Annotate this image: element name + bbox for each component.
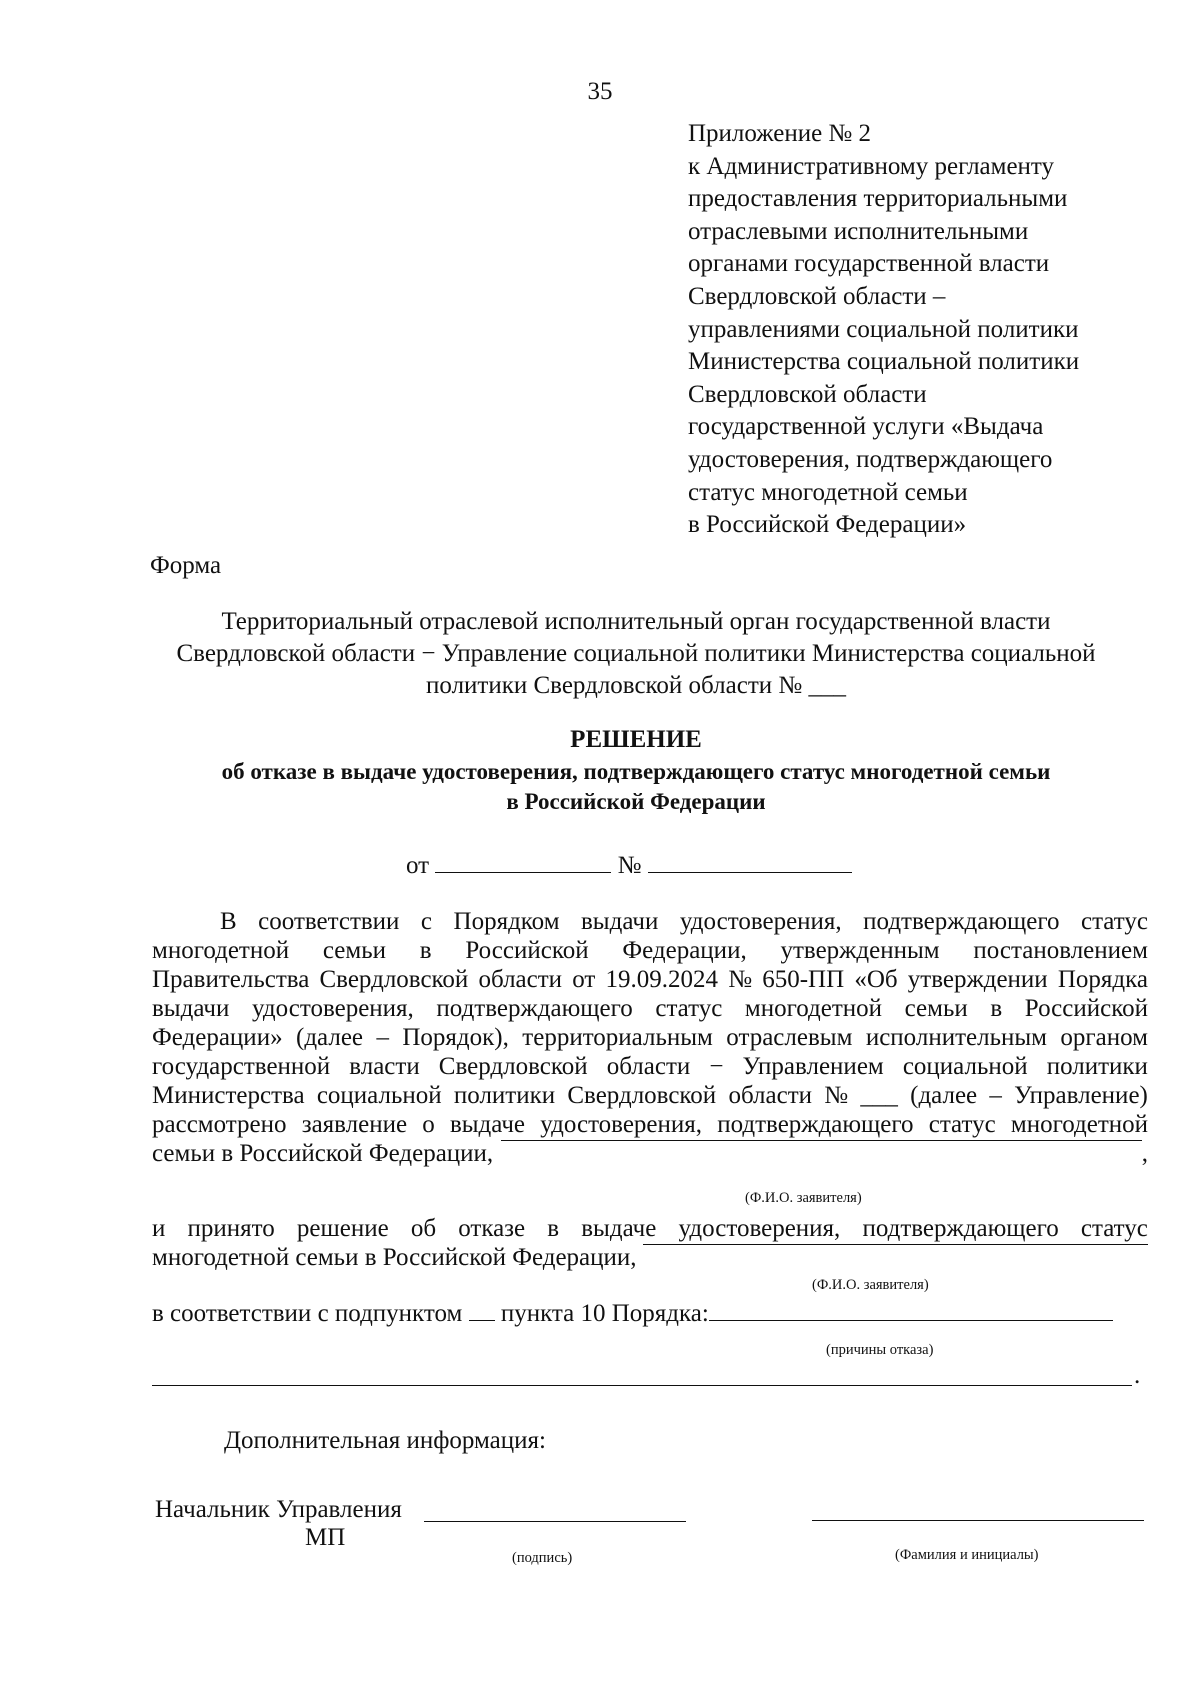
reason-suffix: пункта 10 Порядка:	[500, 1300, 709, 1327]
word: подтверждающего	[436, 995, 633, 1022]
appendix-line: государственной услуги «Выдача	[688, 413, 1044, 441]
word: Правительства	[152, 966, 310, 993]
paragraph-line	[152, 1023, 1148, 1052]
word: выдаче	[449, 1111, 526, 1138]
signature-field[interactable]	[424, 1521, 686, 1522]
caption-reason: (причины отказа)	[826, 1342, 934, 1358]
chief-label: Начальник Управления	[155, 1496, 402, 1523]
word: Свердловской	[567, 1082, 717, 1109]
reason-end-dot: .	[1134, 1362, 1141, 1389]
reason-prefix: в соответствии с подпунктом	[152, 1300, 463, 1327]
word: заявление	[301, 1111, 408, 1138]
word: №	[728, 966, 753, 993]
appendix-line: в Российской Федерации»	[688, 511, 967, 539]
word: области	[478, 966, 563, 993]
paragraph-line	[152, 907, 1148, 936]
appendix-line: Свердловской области	[688, 380, 927, 408]
word: соответствии	[258, 908, 400, 935]
word: территориальным	[522, 1024, 713, 1051]
word: многодетной	[152, 937, 290, 964]
word: 19.09.2024	[605, 966, 719, 993]
word: «Об	[854, 966, 898, 993]
word: многодетной	[1010, 1111, 1148, 1138]
word: семьи	[904, 995, 968, 1022]
decision-line-1	[152, 1214, 1148, 1243]
applicant-name-field-1[interactable]	[501, 1139, 1142, 1141]
word: утверждении	[907, 966, 1048, 993]
subpoint-field[interactable]	[469, 1319, 495, 1321]
word: −	[709, 1053, 724, 1080]
appendix-line: Приложение № 2	[688, 120, 872, 147]
appendix-line: управлениями социальной политики	[688, 315, 1079, 343]
word: Свердловской	[438, 1053, 588, 1080]
org-line: Территориальный отраслевой исполнительный орган государственной власти	[221, 608, 1051, 635]
word: от	[572, 966, 596, 993]
word: в	[547, 1215, 560, 1242]
word: области	[728, 1082, 813, 1109]
word: Управлением	[742, 1053, 884, 1080]
word: статус	[655, 995, 723, 1022]
word: области	[606, 1053, 691, 1080]
number-field[interactable]	[648, 871, 852, 873]
word: выдачи	[152, 995, 230, 1022]
subtitle-line-2: в Российской Федерации	[506, 789, 766, 814]
word: принято	[187, 1215, 275, 1242]
word: –	[989, 1082, 1002, 1109]
word: Свердловской	[319, 966, 469, 993]
word: Порядок),	[402, 1024, 509, 1051]
appendix-line: к Административному регламенту	[688, 152, 1055, 180]
org-line: Свердловской области − Управление социальной политики Министерства социальной	[176, 640, 1096, 667]
paragraph-line	[152, 1052, 1148, 1081]
word: власти	[349, 1053, 420, 1080]
form-label: Форма	[150, 552, 222, 579]
subtitle-line-1: об отказе в выдаче удостоверения, подтверждающего статус многодетной семьи	[221, 759, 1051, 784]
word: и	[152, 1215, 166, 1242]
caption-applicant-2: (Ф.И.О. заявителя)	[812, 1277, 929, 1293]
from-label: от	[406, 852, 430, 879]
org-line: политики Свердловской области № ___	[426, 672, 846, 699]
word: органом	[1060, 1024, 1148, 1051]
word: постановлением	[973, 937, 1148, 964]
appendix-line: удостоверения, подтверждающего	[688, 445, 1053, 473]
paragraph-last-line-text: семьи в Российской Федерации,	[152, 1140, 494, 1167]
name-initials-field[interactable]	[812, 1520, 1144, 1521]
word: с	[420, 908, 433, 935]
word: многодетной	[744, 995, 883, 1022]
word: в	[990, 995, 1003, 1022]
appendix-line: органами государственной власти	[688, 250, 1050, 278]
word: 650-ПП	[762, 966, 845, 993]
paragraph-line	[152, 965, 1148, 994]
paragraph-line	[152, 994, 1148, 1023]
main-paragraph	[152, 907, 1148, 1168]
word: удостоверения,	[679, 908, 842, 935]
word: Управление)	[1014, 1082, 1148, 1109]
seal-label: МП	[305, 1524, 346, 1551]
word: об	[410, 1215, 437, 1242]
word: удостоверения,	[251, 995, 414, 1022]
document-subtitle	[140, 757, 1132, 817]
word: удостоверения,	[540, 1111, 703, 1138]
word: выдаче	[581, 1215, 657, 1242]
word: отказе	[458, 1215, 526, 1242]
word: статус	[1080, 1215, 1148, 1242]
word: Российской	[1024, 995, 1148, 1022]
decision-line-2	[152, 1243, 1148, 1272]
word: Российской	[465, 937, 589, 964]
word: статус	[1080, 908, 1148, 935]
page-number: 35	[587, 78, 613, 105]
organization-header	[140, 606, 1132, 702]
word: в	[419, 937, 432, 964]
caption-signature: (подпись)	[512, 1550, 573, 1566]
word: подтверждающего	[863, 908, 1060, 935]
word: Порядком	[453, 908, 560, 935]
paragraph-line	[152, 936, 1148, 965]
appendix-line: Министерства социальной политики	[688, 348, 1080, 376]
date-number-line	[406, 852, 852, 880]
additional-info-label: Дополнительная информация:	[224, 1427, 546, 1454]
reason-line	[152, 1300, 1113, 1328]
word: №	[824, 1082, 849, 1109]
word: подтверждающего	[862, 1215, 1059, 1242]
word: политики	[453, 1082, 556, 1109]
word: Федерации,	[622, 937, 747, 964]
word: статус	[928, 1111, 996, 1138]
caption-applicant-1: (Ф.И.О. заявителя)	[745, 1190, 862, 1206]
word: удостоверения,	[678, 1215, 841, 1242]
word: государственной	[152, 1053, 331, 1080]
word: социальной	[316, 1082, 442, 1109]
word: Министерства	[152, 1082, 305, 1109]
caption-name: (Фамилия и инициалы)	[895, 1547, 1039, 1563]
word: (далее	[296, 1024, 364, 1051]
word: утвержденным	[780, 937, 940, 964]
word: семьи	[322, 937, 386, 964]
word: исполнительным	[865, 1024, 1047, 1051]
word: выдачи	[581, 908, 659, 935]
word: Федерации»	[152, 1024, 283, 1051]
document-title: РЕШЕНИЕ	[570, 726, 702, 753]
word: В	[220, 908, 237, 935]
word: (далее	[910, 1082, 978, 1109]
word: о	[422, 1111, 435, 1138]
decision-paragraph	[152, 1214, 1148, 1272]
word: ___	[860, 1082, 898, 1109]
applicant-name-field-2[interactable]	[643, 1243, 1148, 1245]
number-label: №	[617, 852, 642, 879]
appendix-line: Свердловской области –	[688, 282, 946, 310]
word: решение	[296, 1215, 389, 1242]
reason-continuation-field[interactable]	[152, 1385, 1132, 1386]
paragraph-last-line	[152, 1139, 1148, 1168]
word: Порядка	[1057, 966, 1148, 993]
word: –	[376, 1024, 389, 1051]
paragraph-line	[152, 1110, 1148, 1139]
word: социальной	[902, 1053, 1028, 1080]
appendix-line: статус многодетной семьи	[688, 478, 968, 506]
paragraph-line	[152, 1081, 1148, 1110]
word: подтверждающего	[717, 1111, 914, 1138]
word: рассмотрено	[152, 1111, 287, 1138]
reason-field[interactable]	[709, 1319, 1113, 1321]
paragraph-end-comma: ,	[1141, 1140, 1148, 1167]
word: политики	[1046, 1053, 1148, 1080]
date-field[interactable]	[435, 871, 611, 873]
decision-line-2-text: многодетной семьи в Российской Федерации,	[152, 1244, 637, 1271]
appendix-line: предоставления территориальными	[688, 185, 1068, 213]
appendix-block	[688, 118, 1168, 542]
appendix-line: отраслевыми исполнительными	[688, 217, 1029, 245]
word: отраслевым	[726, 1024, 853, 1051]
